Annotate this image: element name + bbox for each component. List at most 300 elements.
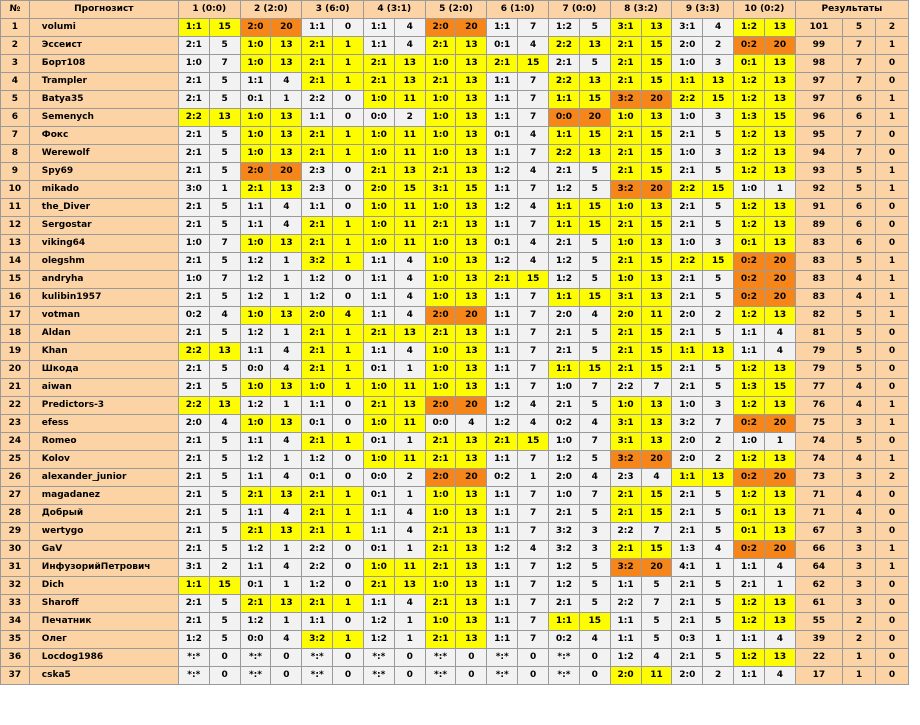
prediction-score: 3:2 (302, 631, 333, 649)
prediction-score: 1:1 (487, 451, 518, 469)
prediction-points: 4 (394, 253, 425, 271)
prediction-score: 2:0 (672, 37, 703, 55)
prediction-score: 1:3 (672, 541, 703, 559)
result-outcomes: 4 (843, 397, 876, 415)
prediction-score: 1:2 (487, 541, 518, 559)
prediction-points: 1 (333, 127, 364, 145)
prediction-score: 1:2 (734, 649, 765, 667)
prediction-points: 7 (703, 415, 734, 433)
prediction-points: 11 (394, 145, 425, 163)
prediction-score: 2:1 (425, 73, 456, 91)
prediction-points: 5 (209, 469, 240, 487)
result-exact: 0 (875, 127, 908, 145)
prediction-score: 1:2 (487, 199, 518, 217)
prediction-score: 2:1 (610, 505, 641, 523)
prediction-points: 13 (456, 145, 487, 163)
prediction-points: 13 (456, 253, 487, 271)
result-total: 62 (795, 577, 842, 595)
result-exact: 1 (875, 541, 908, 559)
prediction-points: 13 (764, 523, 795, 541)
prediction-score: 2:1 (549, 595, 580, 613)
prediction-points: 13 (641, 199, 672, 217)
prediction-score: 0:0 (425, 415, 456, 433)
prediction-score: 1:0 (672, 397, 703, 415)
prediction-points: 5 (703, 577, 734, 595)
prediction-score: 1:0 (610, 109, 641, 127)
prediction-score: 2:0 (549, 307, 580, 325)
prediction-points: 20 (764, 37, 795, 55)
result-total: 83 (795, 271, 842, 289)
row-number: 4 (1, 73, 30, 91)
prediction-score: 2:1 (672, 127, 703, 145)
prediction-points: 7 (518, 325, 549, 343)
prediction-points: 0 (333, 271, 364, 289)
prediction-score: 1:1 (487, 145, 518, 163)
prediction-points: 15 (641, 541, 672, 559)
prediction-score: *:* (549, 649, 580, 667)
prediction-points: 13 (271, 109, 302, 127)
row-number: 21 (1, 379, 30, 397)
prediction-points: 4 (579, 415, 610, 433)
prediction-points: 13 (271, 37, 302, 55)
prediction-points: 4 (271, 361, 302, 379)
prediction-points: 0 (333, 91, 364, 109)
prediction-score: 1:1 (487, 325, 518, 343)
prediction-points: 5 (641, 613, 672, 631)
prediction-points: 4 (518, 199, 549, 217)
prediction-points: 11 (394, 127, 425, 145)
prediction-score: *:* (178, 667, 209, 685)
prediction-score: 1:0 (363, 199, 394, 217)
prediction-score: 2:1 (487, 55, 518, 73)
forecaster-name: magadanez (29, 487, 178, 505)
prediction-score: 1:2 (487, 163, 518, 181)
forecaster-name: Sergostar (29, 217, 178, 235)
result-outcomes: 5 (843, 343, 876, 361)
prediction-score: 1:1 (487, 91, 518, 109)
prediction-points: 0 (209, 667, 240, 685)
prediction-points: 5 (209, 127, 240, 145)
prediction-score: 2:1 (363, 577, 394, 595)
prediction-points: 5 (209, 505, 240, 523)
prediction-points: 13 (456, 235, 487, 253)
prediction-points: 13 (271, 487, 302, 505)
prediction-points: 4 (764, 325, 795, 343)
prediction-score: 2:1 (178, 595, 209, 613)
prediction-points: 5 (579, 271, 610, 289)
prediction-score: 1:2 (240, 541, 271, 559)
prediction-score: *:* (425, 667, 456, 685)
prediction-points: 4 (703, 19, 734, 37)
prediction-score: 2:1 (178, 523, 209, 541)
prediction-points: 7 (579, 487, 610, 505)
prediction-points: 4 (394, 343, 425, 361)
prediction-score: 2:1 (425, 433, 456, 451)
prediction-points: 1 (333, 361, 364, 379)
prediction-score: 1:0 (549, 433, 580, 451)
prediction-score: 1:1 (487, 595, 518, 613)
prediction-score: 0:1 (240, 577, 271, 595)
result-exact: 0 (875, 613, 908, 631)
prediction-points: 4 (456, 415, 487, 433)
prediction-score: 2:1 (610, 73, 641, 91)
prediction-score: 2:0 (672, 307, 703, 325)
prediction-score: 2:1 (610, 361, 641, 379)
prediction-score: 2:1 (302, 235, 333, 253)
table-row (1, 217, 909, 235)
prediction-points: 3 (703, 55, 734, 73)
prediction-points: 1 (333, 73, 364, 91)
prediction-points: 2 (209, 559, 240, 577)
prediction-score: 1:2 (734, 73, 765, 91)
forecaster-name: Semenych (29, 109, 178, 127)
prediction-points: 20 (764, 289, 795, 307)
prediction-points: 7 (518, 73, 549, 91)
prediction-points: 5 (703, 487, 734, 505)
prediction-score: 2:1 (672, 595, 703, 613)
prediction-points: 13 (641, 433, 672, 451)
prediction-score: 1:2 (734, 217, 765, 235)
prediction-points: 15 (209, 577, 240, 595)
prediction-score: 1:2 (240, 397, 271, 415)
result-outcomes: 3 (843, 559, 876, 577)
prediction-points: 0 (333, 667, 364, 685)
prediction-score: 1:2 (734, 613, 765, 631)
prediction-score: 1:2 (549, 181, 580, 199)
prediction-score: 2:1 (178, 379, 209, 397)
prediction-points: 13 (271, 55, 302, 73)
table-row (1, 433, 909, 451)
prediction-score: 1:1 (734, 343, 765, 361)
prediction-points: 13 (271, 523, 302, 541)
prediction-score: 2:0 (610, 667, 641, 685)
prediction-score: 2:1 (672, 325, 703, 343)
prediction-score: 0:0 (363, 109, 394, 127)
prediction-points: 4 (271, 217, 302, 235)
prediction-score: 1:2 (363, 631, 394, 649)
prediction-score: 1:1 (549, 613, 580, 631)
prediction-score: 1:2 (240, 325, 271, 343)
prediction-points: 13 (456, 433, 487, 451)
prediction-score: 1:2 (734, 361, 765, 379)
prediction-score: 1:1 (363, 253, 394, 271)
prediction-points: 13 (456, 613, 487, 631)
prediction-score: 1:0 (425, 127, 456, 145)
result-exact: 0 (875, 55, 908, 73)
prediction-points: 4 (394, 289, 425, 307)
prediction-points: 13 (456, 37, 487, 55)
prediction-score: 1:0 (425, 379, 456, 397)
prediction-score: 1:1 (487, 361, 518, 379)
forecaster-name: Aldan (29, 325, 178, 343)
prediction-score: 2:2 (302, 559, 333, 577)
prediction-points: 15 (641, 361, 672, 379)
result-outcomes: 6 (843, 199, 876, 217)
prediction-points: 13 (764, 307, 795, 325)
prediction-points: 13 (456, 55, 487, 73)
prediction-score: 2:2 (672, 181, 703, 199)
prediction-points: 13 (271, 307, 302, 325)
prediction-points: 20 (764, 415, 795, 433)
prediction-points: 1 (703, 559, 734, 577)
prediction-score: 3:0 (178, 181, 209, 199)
prediction-score: 3:1 (672, 19, 703, 37)
prediction-score: 2:1 (425, 631, 456, 649)
prediction-points: 5 (703, 505, 734, 523)
result-outcomes: 4 (843, 487, 876, 505)
prediction-points: 7 (579, 433, 610, 451)
prediction-points: 4 (764, 631, 795, 649)
prediction-score: 1:0 (240, 55, 271, 73)
prediction-score: 3:1 (610, 415, 641, 433)
prediction-points: 13 (456, 73, 487, 91)
prediction-score: 1:1 (549, 199, 580, 217)
prediction-points: 13 (271, 145, 302, 163)
result-outcomes: 1 (843, 667, 876, 685)
prediction-points: 2 (703, 307, 734, 325)
prediction-score: 1:1 (178, 577, 209, 595)
prediction-points: 15 (641, 145, 672, 163)
prediction-points: 13 (764, 505, 795, 523)
prediction-points: 5 (579, 595, 610, 613)
prediction-points: 1 (333, 487, 364, 505)
result-exact: 1 (875, 307, 908, 325)
forecaster-name: andryha (29, 271, 178, 289)
prediction-points: 5 (641, 631, 672, 649)
result-outcomes: 5 (843, 433, 876, 451)
result-total: 91 (795, 199, 842, 217)
prediction-score: 1:1 (487, 289, 518, 307)
prediction-score: 2:1 (302, 505, 333, 523)
prediction-points: 15 (641, 127, 672, 145)
prediction-score: 2:1 (178, 253, 209, 271)
prediction-score: 2:1 (610, 127, 641, 145)
row-number: 27 (1, 487, 30, 505)
prediction-points: 4 (764, 667, 795, 685)
prediction-points: 2 (703, 451, 734, 469)
prediction-points: 4 (271, 73, 302, 91)
result-total: 77 (795, 379, 842, 397)
prediction-points: 0 (333, 163, 364, 181)
prediction-score: *:* (425, 649, 456, 667)
table-row (1, 37, 909, 55)
prediction-score: 0:1 (734, 55, 765, 73)
prediction-points: 13 (764, 397, 795, 415)
header-match-6: 6 (1:0) (487, 1, 549, 19)
prediction-points: 1 (209, 181, 240, 199)
prediction-score: 2:2 (178, 109, 209, 127)
prediction-points: 5 (579, 505, 610, 523)
row-number: 16 (1, 289, 30, 307)
prediction-points: 1 (394, 631, 425, 649)
result-exact: 0 (875, 667, 908, 685)
prediction-points: 15 (394, 181, 425, 199)
result-total: 96 (795, 109, 842, 127)
prediction-score: 2:1 (178, 199, 209, 217)
prediction-points: 7 (518, 181, 549, 199)
prediction-score: *:* (549, 667, 580, 685)
result-exact: 0 (875, 433, 908, 451)
prediction-points: 13 (456, 217, 487, 235)
table-row (1, 541, 909, 559)
prediction-points: 1 (394, 613, 425, 631)
prediction-score: 1:1 (363, 289, 394, 307)
forecaster-name: aiwan (29, 379, 178, 397)
prediction-score: 1:1 (487, 613, 518, 631)
prediction-points: 13 (579, 73, 610, 91)
prediction-points: 4 (394, 595, 425, 613)
prediction-score: 1:1 (487, 181, 518, 199)
table-row (1, 451, 909, 469)
prediction-score: 1:2 (734, 307, 765, 325)
prediction-score: 1:1 (734, 325, 765, 343)
prediction-score: 2:1 (178, 433, 209, 451)
prediction-points: 0 (518, 649, 549, 667)
prediction-score: 2:1 (302, 73, 333, 91)
prediction-points: 7 (518, 145, 549, 163)
prediction-score: *:* (240, 667, 271, 685)
prediction-points: 13 (394, 163, 425, 181)
prediction-score: 0:1 (363, 541, 394, 559)
prediction-points: 5 (579, 397, 610, 415)
prediction-points: 13 (394, 325, 425, 343)
prediction-score: 2:1 (672, 523, 703, 541)
prediction-score: 0:3 (672, 631, 703, 649)
prediction-score: 1:2 (549, 577, 580, 595)
prediction-score: 1:2 (240, 451, 271, 469)
forecaster-name: Kolov (29, 451, 178, 469)
prediction-points: 13 (394, 73, 425, 91)
result-exact: 0 (875, 199, 908, 217)
prediction-score: 3:2 (610, 181, 641, 199)
header-match-1: 1 (0:0) (178, 1, 240, 19)
prediction-score: 2:1 (178, 505, 209, 523)
prediction-points: 11 (394, 559, 425, 577)
prediction-points: 7 (518, 505, 549, 523)
prediction-score: 2:0 (178, 415, 209, 433)
prediction-points: 5 (209, 145, 240, 163)
prediction-points: 4 (579, 307, 610, 325)
forecaster-name: Romeo (29, 433, 178, 451)
table-row (1, 325, 909, 343)
result-total: 92 (795, 181, 842, 199)
prediction-score: 1:1 (363, 307, 394, 325)
row-number: 29 (1, 523, 30, 541)
prediction-score: 2:1 (425, 37, 456, 55)
prediction-score: 2:1 (487, 271, 518, 289)
prediction-score: 1:0 (549, 379, 580, 397)
prediction-points: 7 (518, 613, 549, 631)
prediction-score: 2:1 (302, 145, 333, 163)
prediction-score: 2:1 (610, 145, 641, 163)
prediction-points: 13 (394, 55, 425, 73)
forecaster-name: votman (29, 307, 178, 325)
prediction-points: 15 (456, 181, 487, 199)
prediction-points: 15 (518, 55, 549, 73)
prediction-score: 2:1 (178, 37, 209, 55)
result-exact: 1 (875, 559, 908, 577)
prediction-score: 2:1 (487, 433, 518, 451)
prediction-score: 2:1 (425, 541, 456, 559)
prediction-points: 1 (271, 91, 302, 109)
prediction-score: 1:2 (610, 649, 641, 667)
result-total: 79 (795, 343, 842, 361)
prediction-score: 1:0 (425, 343, 456, 361)
table-row (1, 73, 909, 91)
prediction-score: 2:0 (672, 451, 703, 469)
prediction-points: 11 (394, 199, 425, 217)
result-outcomes: 7 (843, 145, 876, 163)
prediction-points: 7 (518, 523, 549, 541)
forecaster-name: wertygo (29, 523, 178, 541)
prediction-points: 15 (579, 91, 610, 109)
prediction-score: 1:1 (487, 109, 518, 127)
prediction-score: 3:1 (610, 433, 641, 451)
prediction-points: 5 (209, 541, 240, 559)
result-outcomes: 4 (843, 271, 876, 289)
prediction-score: 1:0 (363, 379, 394, 397)
result-outcomes: 3 (843, 577, 876, 595)
prediction-points: 20 (764, 253, 795, 271)
prediction-points: 4 (641, 649, 672, 667)
prediction-points: 13 (764, 613, 795, 631)
prediction-score: 2:2 (302, 91, 333, 109)
result-total: 67 (795, 523, 842, 541)
prediction-score: 1:0 (240, 109, 271, 127)
prediction-points: 5 (209, 631, 240, 649)
prediction-score: 0:1 (363, 487, 394, 505)
result-total: 17 (795, 667, 842, 685)
prediction-score: 1:2 (302, 451, 333, 469)
prediction-score: 1:0 (240, 379, 271, 397)
prediction-score: 0:1 (363, 361, 394, 379)
prediction-points: 3 (703, 235, 734, 253)
prediction-score: 1:0 (425, 253, 456, 271)
prediction-points: 13 (209, 397, 240, 415)
result-exact: 1 (875, 91, 908, 109)
row-number: 11 (1, 199, 30, 217)
result-total: 83 (795, 235, 842, 253)
prediction-score: 1:2 (487, 415, 518, 433)
prediction-points: 13 (764, 217, 795, 235)
prediction-score: 1:0 (672, 145, 703, 163)
prediction-score: 1:2 (240, 253, 271, 271)
result-total: 76 (795, 397, 842, 415)
prediction-points: 1 (271, 397, 302, 415)
prediction-score: 1:0 (425, 289, 456, 307)
prediction-score: 0:0 (363, 469, 394, 487)
prediction-points: 20 (641, 91, 672, 109)
prediction-score: 2:0 (425, 397, 456, 415)
prediction-score: 2:1 (672, 613, 703, 631)
prediction-points: 13 (456, 127, 487, 145)
result-total: 97 (795, 91, 842, 109)
result-exact: 0 (875, 487, 908, 505)
prediction-score: 2:0 (672, 667, 703, 685)
result-outcomes: 3 (843, 595, 876, 613)
prediction-points: 1 (333, 523, 364, 541)
row-number: 34 (1, 613, 30, 631)
prediction-points: 4 (394, 271, 425, 289)
prediction-points: 13 (764, 163, 795, 181)
prediction-points: 13 (764, 199, 795, 217)
prediction-points: 2 (394, 109, 425, 127)
table-row (1, 163, 909, 181)
result-exact: 1 (875, 289, 908, 307)
prediction-points: 5 (703, 325, 734, 343)
row-number: 8 (1, 145, 30, 163)
prediction-points: 2 (703, 37, 734, 55)
